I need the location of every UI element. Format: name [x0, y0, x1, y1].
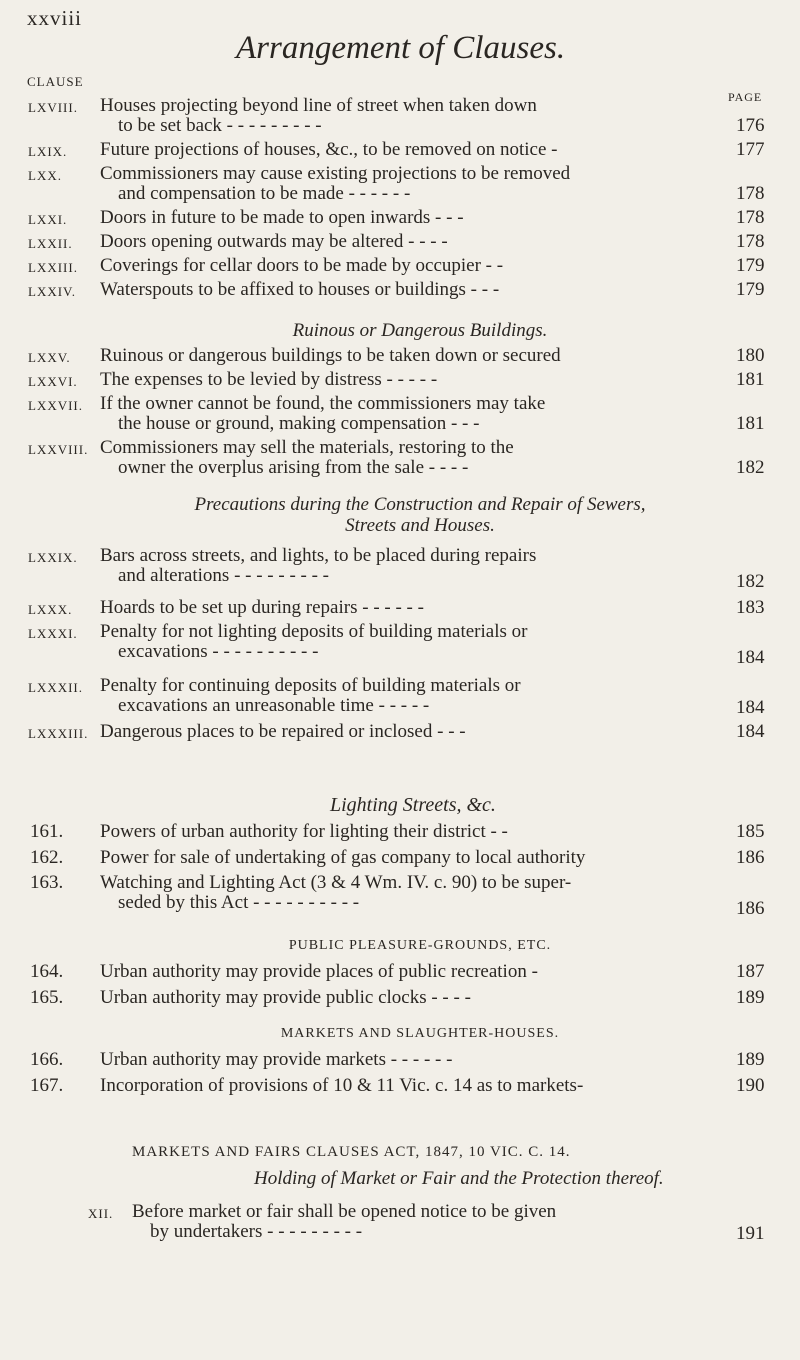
clause-number: 161.: [30, 821, 64, 842]
page-ref: 182: [736, 571, 765, 592]
clause-text: Ruinous or dangerous buildings to be taken down or secured: [100, 345, 561, 366]
page-ref: 191: [736, 1223, 765, 1244]
page-ref: 185: [736, 821, 765, 842]
clause-column-heading: CLAUSE: [27, 74, 84, 89]
clause-number: 162.: [30, 847, 64, 868]
clause-text: Hoards to be set up during repairs - - - - - -: [100, 597, 424, 618]
clause-text: Urban authority may provide places of public recreation -: [100, 961, 538, 982]
clause-number: 166.: [30, 1049, 64, 1070]
section-heading: Holding of Market or Fair and the Protection thereof.: [254, 1168, 664, 1189]
clause-number: LXX.: [28, 168, 62, 183]
page-column-heading: PAGE: [728, 90, 763, 104]
clause-number: LXVIII.: [28, 100, 78, 115]
page-ref: 176: [736, 115, 765, 136]
page-ref: 189: [736, 987, 765, 1008]
page-ref: 184: [736, 647, 765, 668]
clause-text: Coverings for cellar doors to be made by occupier - -: [100, 255, 504, 276]
clause-number: 163.: [30, 872, 64, 893]
clause-text: Bars across streets, and lights, to be placed during repairs and alterations - - - - - - - - -: [100, 545, 537, 586]
clause-number: LXXXI.: [28, 626, 78, 641]
page-ref: 178: [736, 207, 765, 228]
page-ref: 190: [736, 1075, 765, 1096]
section-heading: Precautions during the Construction and Repair of Sewers, Streets and Houses.: [194, 494, 646, 536]
page-ref: 189: [736, 1049, 765, 1070]
page-ref: 180: [736, 345, 765, 366]
page-number: xxviii: [27, 6, 83, 30]
clause-text: Watching and Lighting Act (3 & 4 Wm. IV. c. 90) to be super- seded by this Act - - - - - - - - - -: [100, 872, 572, 913]
page-title: Arrangement of Clauses.: [236, 30, 566, 66]
clause-number: LXXIV.: [28, 284, 77, 299]
clause-text: Power for sale of undertaking of gas company to local authority: [100, 847, 586, 868]
clause-number: LXXV.: [28, 350, 71, 365]
clause-text: Houses projecting beyond line of street when taken down to be set back - - - - - - - - -: [100, 95, 537, 136]
clause-text: If the owner cannot be found, the commissioners may take the house or ground, making compensation - - -: [100, 393, 546, 434]
page-ref: 186: [736, 847, 765, 868]
page-ref: 179: [736, 279, 765, 300]
clause-text: Before market or fair shall be opened notice to be given by undertakers - - - - - - - - -: [132, 1201, 557, 1242]
clause-text: Future projections of houses, &c., to be removed on notice -: [100, 139, 558, 160]
clause-text: Doors in future to be made to open inwards - - -: [100, 207, 464, 228]
clause-number: LXIX.: [28, 144, 68, 159]
clause-number: 165.: [30, 987, 64, 1008]
clause-text: Doors opening outwards may be altered - - - -: [100, 231, 448, 252]
section-heading: Lighting Streets, &c.: [330, 794, 496, 816]
page-ref: 177: [736, 139, 765, 160]
page-ref: 187: [736, 961, 765, 982]
page-ref: 183: [736, 597, 765, 618]
clause-text: Dangerous places to be repaired or inclosed - - -: [100, 721, 466, 742]
clause-number: LXXIX.: [28, 550, 78, 565]
clause-number: 167.: [30, 1075, 64, 1096]
section-heading: MARKETS AND SLAUGHTER-HOUSES.: [280, 1026, 560, 1041]
page-ref: 184: [736, 721, 765, 742]
page-ref: 186: [736, 898, 765, 919]
page-ref: 179: [736, 255, 765, 276]
clause-text: Powers of urban authority for lighting their district - -: [100, 821, 508, 842]
clause-text: Waterspouts to be affixed to houses or buildings - - -: [100, 279, 500, 300]
page-ref: 178: [736, 183, 765, 204]
clause-number: LXXX.: [28, 602, 73, 617]
act-heading: MARKETS AND FAIRS CLAUSES ACT, 1847, 10 VIC. C. 14.: [132, 1144, 571, 1160]
clause-text: Penalty for continuing deposits of building materials or excavations an unreasonable time - - - - -: [100, 675, 521, 716]
page-ref: 181: [736, 413, 765, 434]
clause-text: Commissioners may sell the materials, restoring to the owner the overplus arising from the sale - - - -: [100, 437, 514, 478]
clause-text: Urban authority may provide markets - - - - - -: [100, 1049, 453, 1070]
clause-number: LXXI.: [28, 212, 68, 227]
clause-text: The expenses to be levied by distress - - - - -: [100, 369, 438, 390]
clause-text: Incorporation of provisions of 10 & 11 Vic. c. 14 as to markets-: [100, 1075, 584, 1096]
clause-number: LXXVII.: [28, 398, 84, 413]
page-ref: 181: [736, 369, 765, 390]
clause-number: 164.: [30, 961, 64, 982]
clause-number: LXXVI.: [28, 374, 78, 389]
section-heading: PUBLIC PLEASURE-GROUNDS, ETC.: [288, 938, 552, 953]
clause-number: XII.: [88, 1206, 114, 1221]
page-ref: 178: [736, 231, 765, 252]
clause-number: LXXXII.: [28, 680, 84, 695]
clause-number: LXXXIII.: [28, 726, 89, 741]
clause-text: Commissioners may cause existing projections to be removed and compensation to be made - - - - - -: [100, 163, 571, 204]
clause-number: LXXIII.: [28, 260, 78, 275]
clause-text: Urban authority may provide public clocks - - - -: [100, 987, 471, 1008]
clause-text: Penalty for not lighting deposits of building materials or excavations - - - - - - - - - -: [100, 621, 528, 662]
clause-number: LXXVIII.: [28, 442, 89, 457]
page-ref: 184: [736, 697, 765, 718]
page-ref: 182: [736, 457, 765, 478]
clause-number: LXXII.: [28, 236, 73, 251]
section-heading: Ruinous or Dangerous Buildings.: [292, 320, 548, 341]
